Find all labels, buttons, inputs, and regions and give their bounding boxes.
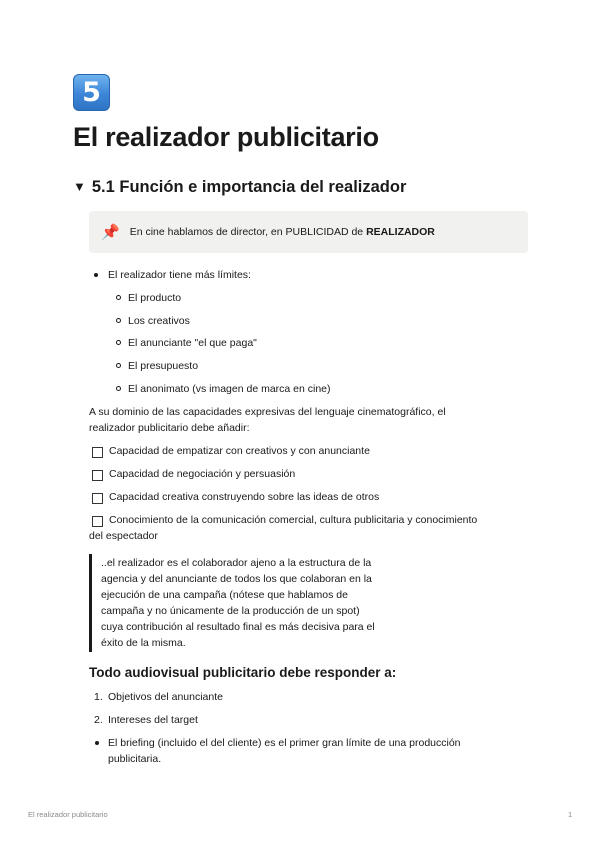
page-title: El realizador publicitario — [73, 122, 379, 152]
quote-line: éxito de la misma. — [101, 637, 186, 649]
checklist-item-text: Capacidad de negociación y persuasión — [109, 468, 296, 480]
quote-line: cuya contribución al resultado final es más decisiva para el — [101, 621, 375, 633]
bullet-circle — [116, 363, 121, 368]
bullet-circle — [116, 318, 121, 323]
pushpin-icon: 📌 — [101, 223, 120, 241]
quote-line: agencia y del anunciante de todos los que colaboran en la — [101, 573, 372, 585]
bullet-circle — [116, 340, 121, 345]
list-item-continuation: publicitaria. — [108, 753, 162, 765]
toggle-triangle-icon[interactable]: ▼ — [73, 179, 86, 194]
paragraph-line: realizador publicitario debe añadir: — [89, 422, 250, 434]
list-item: El anunciante "el que paga" — [128, 337, 257, 349]
bullet-dot — [95, 741, 99, 745]
bullet-dot — [94, 273, 98, 277]
callout-text: En cine hablamos de director, en PUBLICIDAD de REALIZADOR — [129, 226, 435, 238]
section-heading-text: 5.1 Función e importancia del realizador — [91, 178, 407, 196]
checklist-item-text: Capacidad creativa construyendo sobre las ideas de otros — [109, 491, 380, 503]
checklist-item-text: Capacidad de empatizar con creativos y con anunciante — [109, 445, 370, 457]
checkbox[interactable] — [92, 516, 103, 527]
callout-box — [89, 211, 528, 253]
bullet-circle — [116, 295, 121, 300]
quote-line: campaña y no únicamente de la producción de un spot) — [101, 605, 360, 617]
footer-title: El realizador publicitario — [28, 810, 108, 819]
list-item: El realizador tiene más límites: — [108, 269, 251, 281]
footer-page-number: 1 — [568, 810, 573, 819]
numbered-item: Objetivos del anunciante — [108, 691, 223, 703]
checkbox[interactable] — [92, 493, 103, 504]
list-item: El producto — [128, 292, 182, 304]
callout-bold: REALIZADOR — [366, 226, 435, 238]
section-heading-toggle[interactable] — [73, 178, 406, 197]
list-item: Los creativos — [128, 315, 190, 327]
chapter-number-icon: 5 — [73, 74, 110, 111]
checklist-item-continuation: del espectador — [89, 530, 158, 542]
checkbox[interactable] — [92, 470, 103, 481]
list-marker: 1. — [94, 691, 103, 703]
checklist-item-text: Conocimiento de la comunicación comercial, cultura publicitaria y conocimiento — [109, 514, 478, 526]
subheading: Todo audiovisual publicitario debe responder a: — [89, 665, 397, 680]
numbered-item: Intereses del target — [108, 714, 198, 726]
quote-line: ejecución de una campaña (nótese que hablamos de — [101, 589, 348, 601]
list-item: El anonimato (vs imagen de marca en cine) — [128, 383, 331, 395]
list-marker: 2. — [94, 714, 103, 726]
bullet-circle — [116, 386, 121, 391]
checkbox[interactable] — [92, 447, 103, 458]
quote-bar — [89, 554, 92, 652]
list-item: El presupuesto — [128, 360, 199, 372]
paragraph-line: A su dominio de las capacidades expresivas del lenguaje cinematográfico, el — [89, 406, 446, 418]
quote-line: ..el realizador es el colaborador ajeno a la estructura de la — [101, 557, 372, 569]
list-item: El briefing (incluido el del cliente) es el primer gran límite de una producción — [108, 737, 461, 749]
